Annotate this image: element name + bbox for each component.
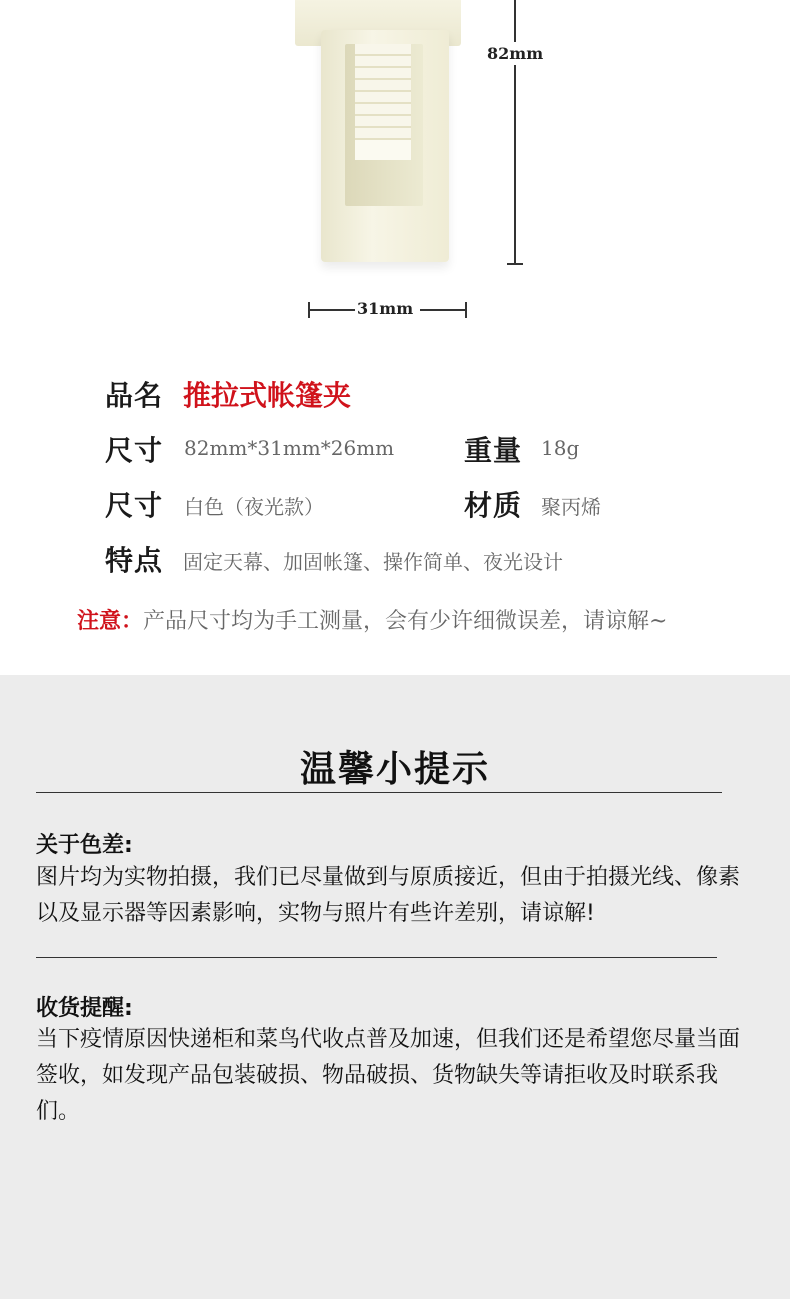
spec-size-label: 尺寸 bbox=[105, 434, 164, 467]
width-dimension-label: 31mm bbox=[357, 299, 414, 318]
note-label: 注意： bbox=[77, 608, 144, 634]
spec-size-value: 82mm*31mm*26mm bbox=[184, 436, 395, 460]
tips-section bbox=[0, 675, 790, 1299]
height-dimension-line bbox=[514, 0, 516, 264]
receipt-body: 当下疫情原因快递柜和菜鸟代收点普及加速，但我们还是希望您尽量当面签收，如发现产品包装破损、物品破损、货物缺失等请拒收及时联系我们。 bbox=[36, 1027, 741, 1124]
spec-weight-value: 18g bbox=[541, 436, 580, 460]
color-diff-body: 图片均为实物拍摄，我们已尽量做到与原质接近，但由于拍摄光线、像素以及显示器等因素影响，实物与照片有些许差别，请谅解! bbox=[36, 865, 741, 926]
product-image-tent-clip bbox=[295, 0, 465, 268]
divider bbox=[36, 792, 722, 793]
spec-name-value: 推拉式帐篷夹 bbox=[183, 379, 352, 412]
height-dimension-label: 82mm bbox=[487, 44, 544, 63]
spec-material-label: 材质 bbox=[464, 489, 523, 522]
tips-title: 温馨小提示 bbox=[299, 749, 490, 790]
measurement-note bbox=[77, 604, 667, 635]
note-text: 产品尺寸均为手工测量，会有少许细微误差，请谅解~ bbox=[143, 609, 668, 634]
spec-features-value: 固定天幕、加固帐篷、操作简单、夜光设计 bbox=[183, 550, 563, 574]
receipt-title: 收货提醒: bbox=[36, 996, 133, 1021]
spec-material-value: 聚丙烯 bbox=[541, 495, 601, 519]
color-diff-title: 关于色差: bbox=[36, 833, 133, 858]
spec-features-label: 特点 bbox=[105, 544, 164, 577]
spec-weight-label: 重量 bbox=[464, 434, 523, 467]
width-dimension-line bbox=[309, 309, 355, 311]
spec-name-label: 品名 bbox=[105, 379, 164, 412]
spec-color-value: 白色（夜光款） bbox=[184, 495, 324, 519]
divider bbox=[36, 957, 717, 958]
spec-color-label: 尺寸 bbox=[105, 489, 164, 522]
